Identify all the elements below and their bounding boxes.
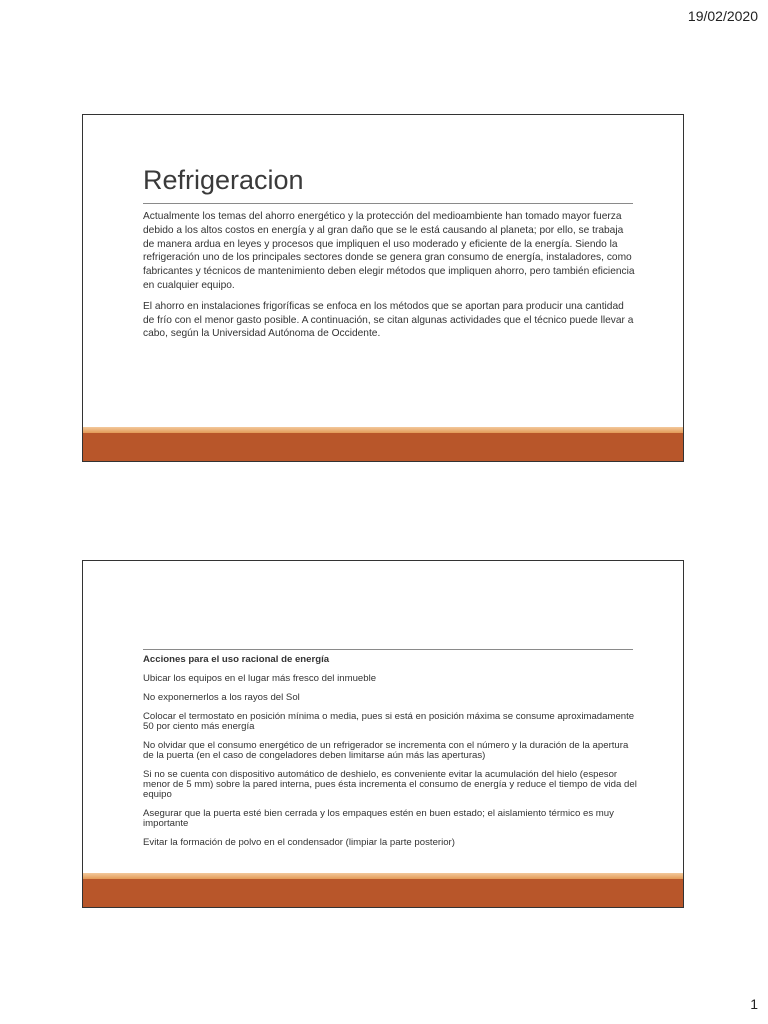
slide-body	[143, 655, 637, 857]
slide-footer-bar	[83, 433, 683, 461]
list-item: Si no se cuenta con dispositivo automático de deshielo, es conveniente evitar la acumulación del hielo (espesor menor de 5 mm) sobre la pared interna, pues ésta incrementa el consumo de energía y reduce el tiempo de vida del equipo	[143, 769, 637, 800]
slide-1	[82, 114, 684, 462]
section-heading: Acciones para el uso racional de energía	[143, 654, 330, 665]
page-date: 19/02/2020	[687, 8, 758, 24]
paragraph: Actualmente los temas del ahorro energético y la protección del medioambiente han tomado mayor fuerza debido a los altos costos en energía y al gran daño que se le está causando al planeta; por ello, se trabaja de manera ardua en leyes y procesos que impliquen el uso moderado y eficiente de la energía. Siendo la refrigeración uno de los principales sectores donde se genera gran consumo de energía, instaladores, como fabricantes y técnicos de mantenimiento deben elegir métodos que impliquen ahorro, pero también eficiencia en cualquier equipo.	[143, 211, 635, 291]
title-divider	[143, 649, 633, 650]
title-divider	[143, 203, 633, 204]
page-number: 1	[750, 996, 758, 1012]
list-item: Ubicar los equipos en el lugar más fresco del inmueble	[143, 673, 377, 684]
paragraph: El ahorro en instalaciones frigoríficas se enfoca en los métodos que se aportan para producir una cantidad de frío con el menor gasto posible. A continuación, se citan algunas actividades que el técnico puede llevar a cabo, según la Universidad Autónoma de Occidente.	[143, 300, 634, 340]
slide-body	[143, 210, 637, 348]
list-item: Evitar la formación de polvo en el condensador (limpiar la parte posterior)	[143, 837, 455, 848]
list-item: Asegurar que la puerta esté bien cerrada y los empaques estén en buen estado; el aislamiento térmico es muy importante	[143, 808, 614, 829]
slide-2	[82, 560, 684, 908]
list-item: No olvidar que el consumo energético de un refrigerador se incrementa con el número y la duración de la apertura de la puerta (en el caso de congeladores deben limitarse aún más las aperturas)	[143, 740, 629, 761]
slide-footer-bar	[83, 879, 683, 907]
slide-title: Refrigeracion	[143, 165, 304, 195]
list-item: No exponernerlos a los rayos del Sol	[143, 692, 300, 703]
list-item: Colocar el termostato en posición mínima o media, pues si está en posición máxima se consume aproximadamente 50 por ciento más energía	[143, 711, 635, 732]
